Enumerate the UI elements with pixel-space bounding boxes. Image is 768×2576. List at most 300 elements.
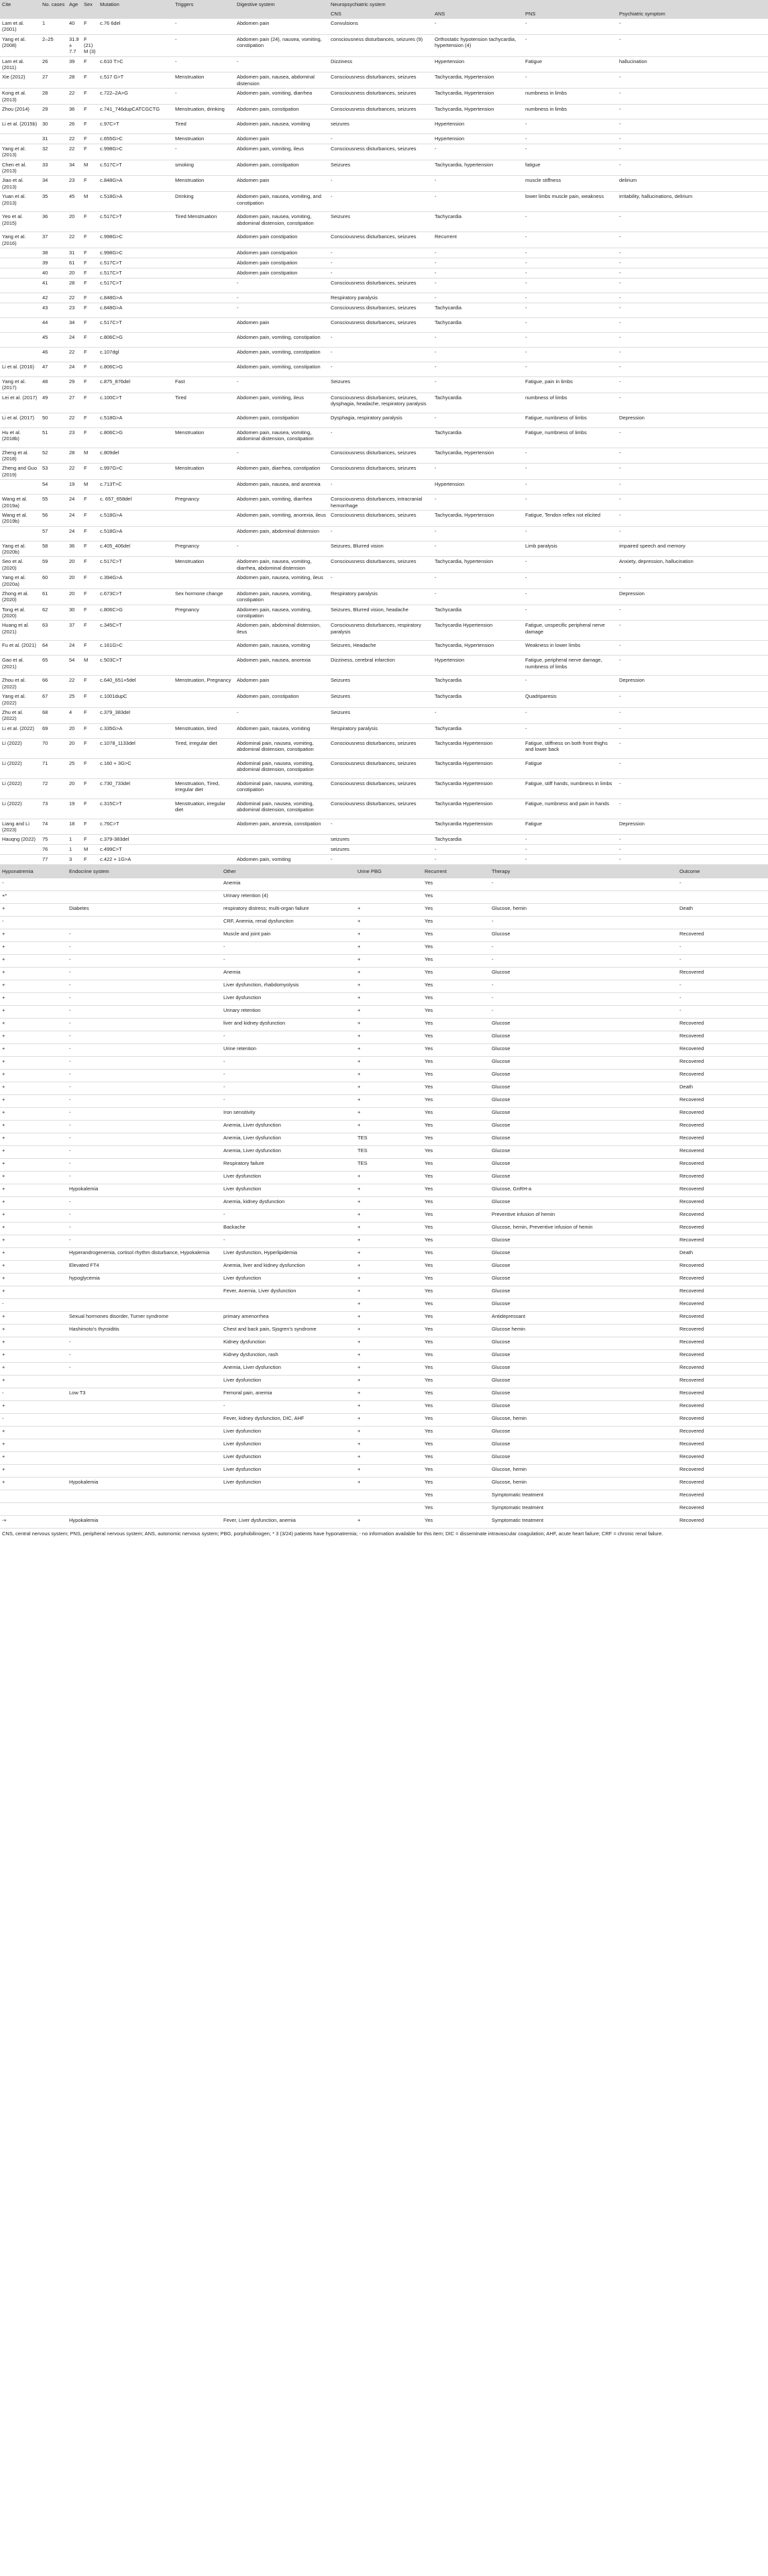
cell-sex: F bbox=[82, 723, 98, 738]
cell-endocrine bbox=[67, 1401, 221, 1414]
col-therapy: Therapy bbox=[490, 865, 677, 878]
cell-other: - bbox=[221, 1401, 355, 1414]
cell-outcome: Recovered bbox=[677, 1427, 768, 1439]
cell-endocrine: - bbox=[67, 1223, 221, 1235]
cell-age: 34 bbox=[67, 160, 82, 176]
cell-age: 61 bbox=[67, 258, 82, 268]
cell-psych: - bbox=[617, 723, 768, 738]
cell-ans: Tachycardia bbox=[433, 303, 523, 317]
cell-mutation: c.998G>C bbox=[98, 232, 173, 248]
cell-hyponatremia: + bbox=[0, 1197, 67, 1210]
cell-triggers: Menstruation bbox=[173, 427, 235, 448]
cell-outcome: - bbox=[677, 980, 768, 993]
cell-therapy: - bbox=[490, 955, 677, 968]
cell-cite: Jiao et al. (2013) bbox=[0, 176, 40, 192]
cell-mutation: c.345C>T bbox=[98, 621, 173, 641]
cell-recurrent: Yes bbox=[423, 942, 490, 955]
cell-urine-pbg: + bbox=[355, 929, 423, 942]
cell-recurrent: Yes bbox=[423, 1095, 490, 1108]
cell-outcome: Recovered bbox=[677, 1452, 768, 1465]
cell-recurrent: Yes bbox=[423, 1503, 490, 1516]
cell-pns: - bbox=[523, 723, 617, 738]
outcome-row bbox=[0, 980, 768, 993]
cell-sex: F bbox=[82, 573, 98, 589]
cell-triggers: - bbox=[173, 34, 235, 56]
cell-sex: F bbox=[82, 605, 98, 621]
cell-urine-pbg: TES bbox=[355, 1159, 423, 1172]
outcome-row bbox=[0, 1465, 768, 1478]
cell-mutation: c.517C>T bbox=[98, 258, 173, 268]
cell-mutation: c.998G>C bbox=[98, 248, 173, 258]
cell-no-cases: 27 bbox=[40, 72, 67, 89]
cell-therapy: Glucose bbox=[490, 1261, 677, 1274]
cell-no-cases: 62 bbox=[40, 605, 67, 621]
cell-therapy: Glucose bbox=[490, 1299, 677, 1312]
cell-endocrine: - bbox=[67, 1133, 221, 1146]
cell-other: Anemia, kidney dysfunction bbox=[221, 1197, 355, 1210]
cell-endocrine: Hypokalemia bbox=[67, 1184, 221, 1197]
cell-cns: Dizziness bbox=[329, 56, 433, 72]
cell-age: 25 bbox=[67, 692, 82, 708]
cell-sex: F bbox=[82, 692, 98, 708]
cell-triggers: Drinking bbox=[173, 192, 235, 212]
cell-age: 20 bbox=[67, 212, 82, 232]
cell-hyponatremia: + bbox=[0, 1274, 67, 1286]
cell-mutation: c.379-383del bbox=[98, 835, 173, 845]
cell-outcome: Recovered bbox=[677, 1133, 768, 1146]
cell-ans: Orthostatic hypotension tachycardia, hypertension (4) bbox=[433, 34, 523, 56]
cell-endocrine: - bbox=[67, 1044, 221, 1057]
outcome-row bbox=[0, 1274, 768, 1286]
cell-psych: - bbox=[617, 258, 768, 268]
cell-endocrine bbox=[67, 1465, 221, 1478]
cell-age: 1 bbox=[67, 835, 82, 845]
cell-therapy: Glucose bbox=[490, 1376, 677, 1388]
cell-pns: - bbox=[523, 448, 617, 464]
col-hyponatremia: Hyponatremia bbox=[0, 865, 67, 878]
outcome-row bbox=[0, 1503, 768, 1516]
cell-ans: Tachycardia bbox=[433, 835, 523, 845]
table-row bbox=[0, 134, 768, 144]
cell-urine-pbg: + bbox=[355, 1274, 423, 1286]
cell-pns: lower limbs muscle pain, weakness bbox=[523, 192, 617, 212]
col-sex: Sex bbox=[82, 0, 98, 19]
cell-outcome: Recovered bbox=[677, 1057, 768, 1070]
cell-cns: Respiratory paralysis bbox=[329, 293, 433, 303]
cell-outcome: Recovered bbox=[677, 1414, 768, 1427]
col-neuro-group: Neuropsychiatric system bbox=[329, 0, 768, 9]
cell-cns: Convulsions bbox=[329, 19, 433, 34]
outcome-row bbox=[0, 1235, 768, 1248]
table-row bbox=[0, 393, 768, 413]
cell-ans: - bbox=[433, 845, 523, 855]
cell-cite: Zhu et al. (2022) bbox=[0, 707, 40, 723]
cell-triggers: - bbox=[173, 56, 235, 72]
cell-pns: - bbox=[523, 480, 617, 495]
cell-cns: Seizures, Blurred vision, headache bbox=[329, 605, 433, 621]
cell-endocrine: Hyperandrogenemia, cortisol rhythm disturbance, Hypokalemia bbox=[67, 1248, 221, 1261]
cell-digestive: Abdomen pain bbox=[235, 676, 329, 692]
cell-sex: F bbox=[82, 676, 98, 692]
cell-urine-pbg bbox=[355, 1503, 423, 1516]
cell-cns: - bbox=[329, 573, 433, 589]
cell-cite: Li (2022) bbox=[0, 758, 40, 778]
cell-mutation: c.722–2A>G bbox=[98, 89, 173, 105]
cell-recurrent: Yes bbox=[423, 1478, 490, 1490]
cell-urine-pbg: + bbox=[355, 968, 423, 980]
cell-sex: F bbox=[82, 641, 98, 656]
cell-mutation: c.655G>C bbox=[98, 134, 173, 144]
table-row bbox=[0, 845, 768, 855]
cell-outcome: Recovered bbox=[677, 1503, 768, 1516]
cell-triggers bbox=[173, 413, 235, 427]
cell-recurrent: Yes bbox=[423, 980, 490, 993]
cell-urine-pbg: + bbox=[355, 1439, 423, 1452]
cell-hyponatremia: + bbox=[0, 1210, 67, 1223]
cell-digestive: Abdomen pain, vomiting, diarrhea bbox=[235, 89, 329, 105]
cell-recurrent: Yes bbox=[423, 1427, 490, 1439]
cell-mutation: c.610 T>C bbox=[98, 56, 173, 72]
table-row bbox=[0, 258, 768, 268]
cell-urine-pbg: + bbox=[355, 1108, 423, 1121]
cell-no-cases: 69 bbox=[40, 723, 67, 738]
cell-outcome: - bbox=[677, 993, 768, 1006]
cell-no-cases: 60 bbox=[40, 573, 67, 589]
cell-endocrine: - bbox=[67, 1210, 221, 1223]
cell-cns: - bbox=[329, 819, 433, 835]
cell-urine-pbg: + bbox=[355, 1401, 423, 1414]
cell-triggers bbox=[173, 510, 235, 526]
cell-psych: - bbox=[617, 464, 768, 480]
cell-mutation: c.806C>G bbox=[98, 605, 173, 621]
table-row bbox=[0, 541, 768, 557]
cell-urine-pbg: + bbox=[355, 1299, 423, 1312]
cell-psych: Depression bbox=[617, 413, 768, 427]
cell-psych: - bbox=[617, 845, 768, 855]
cell-mutation: c.713T>C bbox=[98, 480, 173, 495]
cell-cns: Consciousness disturbances, seizures bbox=[329, 448, 433, 464]
cell-urine-pbg: + bbox=[355, 1465, 423, 1478]
cell-ans: - bbox=[433, 176, 523, 192]
cell-therapy: Glucose bbox=[490, 1082, 677, 1095]
cell-other: Liver dysfunction bbox=[221, 1427, 355, 1439]
cell-triggers: Sex hormone change bbox=[173, 588, 235, 605]
cell-triggers: Menstruation, tired bbox=[173, 723, 235, 738]
cell-therapy: Glucose bbox=[490, 1197, 677, 1210]
cell-age: 26 bbox=[67, 119, 82, 134]
cell-cns: Respiratory paralysis bbox=[329, 723, 433, 738]
cell-age: 18 bbox=[67, 819, 82, 835]
cell-outcome: Recovered bbox=[677, 1197, 768, 1210]
outcome-row bbox=[0, 1350, 768, 1363]
cell-cite bbox=[0, 278, 40, 293]
cell-no-cases: 44 bbox=[40, 317, 67, 332]
cell-pns: numbness in limbs bbox=[523, 104, 617, 119]
cell-outcome: Recovered bbox=[677, 1325, 768, 1337]
cell-cite: Chen et al. (2013) bbox=[0, 160, 40, 176]
cell-cns: Seizures bbox=[329, 676, 433, 692]
cell-mutation: c.315C>T bbox=[98, 798, 173, 819]
cell-mutation: c.517C>T bbox=[98, 317, 173, 332]
cell-endocrine: - bbox=[67, 1350, 221, 1363]
cell-ans: - bbox=[433, 362, 523, 376]
cell-endocrine: - bbox=[67, 1108, 221, 1121]
cell-recurrent: Yes bbox=[423, 878, 490, 891]
cell-other: Anemia bbox=[221, 878, 355, 891]
cell-psych: - bbox=[617, 692, 768, 708]
cell-endocrine: - bbox=[67, 980, 221, 993]
cell-pns: Fatigue, peripheral nerve damage, numbness of limbs bbox=[523, 656, 617, 676]
cell-psych: - bbox=[617, 798, 768, 819]
table-row bbox=[0, 692, 768, 708]
cell-no-cases: 32 bbox=[40, 144, 67, 160]
cell-psych: - bbox=[617, 332, 768, 347]
cell-mutation: c.518G>A bbox=[98, 192, 173, 212]
cell-age: 28 bbox=[67, 72, 82, 89]
cell-digestive: Abdomen pain, constipation bbox=[235, 692, 329, 708]
cell-hyponatremia: + bbox=[0, 1465, 67, 1478]
cell-age: 20 bbox=[67, 778, 82, 798]
cell-mutation: c.379_383del bbox=[98, 707, 173, 723]
cell-sex: M bbox=[82, 845, 98, 855]
col-digestive: Digestive system bbox=[235, 0, 329, 19]
cell-outcome: Recovered bbox=[677, 1312, 768, 1325]
cell-urine-pbg: + bbox=[355, 1388, 423, 1401]
cell-cite: Yuan et al. (2013) bbox=[0, 192, 40, 212]
cell-cite: Yang et al. (2016) bbox=[0, 232, 40, 248]
cell-sex: F bbox=[82, 119, 98, 134]
cell-sex: F bbox=[82, 526, 98, 541]
cell-pns: - bbox=[523, 557, 617, 573]
cell-digestive: Abdomen pain constipation bbox=[235, 248, 329, 258]
cell-other: Liver dysfunction bbox=[221, 1465, 355, 1478]
cell-mutation: c.848G>A bbox=[98, 176, 173, 192]
cell-hyponatremia: + bbox=[0, 1082, 67, 1095]
cell-cite bbox=[0, 248, 40, 258]
outcome-table bbox=[0, 865, 768, 1529]
cell-therapy: Antidepressant bbox=[490, 1312, 677, 1325]
table-row bbox=[0, 56, 768, 72]
cell-no-cases: 50 bbox=[40, 413, 67, 427]
cell-other: Kidney dysfunction bbox=[221, 1337, 355, 1350]
cell-cns: Seizures bbox=[329, 160, 433, 176]
table-row bbox=[0, 160, 768, 176]
cell-pns: Fatigue bbox=[523, 758, 617, 778]
cell-triggers bbox=[173, 248, 235, 258]
cell-mutation: c.161G>C bbox=[98, 641, 173, 656]
cell-psych: - bbox=[617, 34, 768, 56]
cell-cns: - bbox=[329, 480, 433, 495]
cell-mutation: c.1078_1133del bbox=[98, 738, 173, 758]
cell-other: Kidney dysfunction, rash bbox=[221, 1350, 355, 1363]
cell-sex: F bbox=[82, 56, 98, 72]
outcome-row bbox=[0, 1095, 768, 1108]
cell-cns: Consciousness disturbances, seizures bbox=[329, 303, 433, 317]
cell-outcome: Recovered bbox=[677, 1146, 768, 1159]
cell-no-cases: 74 bbox=[40, 819, 67, 835]
cell-no-cases: 41 bbox=[40, 278, 67, 293]
cell-digestive: Abdomen pain, nausea, vomiting bbox=[235, 119, 329, 134]
cell-age: 40 bbox=[67, 19, 82, 34]
cell-cite: Liang and Li (2023) bbox=[0, 819, 40, 835]
cell-therapy: - bbox=[490, 980, 677, 993]
cell-sex: F bbox=[82, 303, 98, 317]
col-cns: CNS bbox=[329, 9, 433, 18]
cell-hyponatremia: + bbox=[0, 1095, 67, 1108]
cell-ans: - bbox=[433, 248, 523, 258]
cell-cite: Yang et al. (2020a) bbox=[0, 573, 40, 589]
cell-therapy: Glucose bbox=[490, 1401, 677, 1414]
cell-sex: F bbox=[82, 835, 98, 845]
cell-urine-pbg: + bbox=[355, 1337, 423, 1350]
cell-ans: - bbox=[433, 573, 523, 589]
cell-no-cases: 72 bbox=[40, 778, 67, 798]
cell-ans: - bbox=[433, 293, 523, 303]
cell-cns: Consciousness disturbances, seizures bbox=[329, 464, 433, 480]
cell-digestive: Abdomen pain bbox=[235, 19, 329, 34]
cell-outcome: Recovered bbox=[677, 1108, 768, 1121]
outcome-row bbox=[0, 1490, 768, 1503]
cell-urine-pbg: + bbox=[355, 1082, 423, 1095]
cell-ans: Tachycardia, Hypertension bbox=[433, 104, 523, 119]
cell-therapy: Glucose bbox=[490, 1146, 677, 1159]
cell-cns: seizures bbox=[329, 845, 433, 855]
cell-ans: - bbox=[433, 707, 523, 723]
cell-age: 22 bbox=[67, 232, 82, 248]
cell-ans: Tachycardia bbox=[433, 676, 523, 692]
cell-mutation: c.160 + 3G>C bbox=[98, 758, 173, 778]
cell-digestive: Abdomen pain, nausea, vomiting, constipation bbox=[235, 588, 329, 605]
outcome-row bbox=[0, 917, 768, 929]
cell-age: 1 bbox=[67, 845, 82, 855]
cell-pns: - bbox=[523, 676, 617, 692]
cell-ans: Tachycardia, hypertension bbox=[433, 557, 523, 573]
cell-cite: Hu et al. (2018b) bbox=[0, 427, 40, 448]
cell-outcome bbox=[677, 917, 768, 929]
cell-endocrine: - bbox=[67, 1337, 221, 1350]
cell-sex: F bbox=[82, 232, 98, 248]
cell-no-cases: 71 bbox=[40, 758, 67, 778]
cell-ans: - bbox=[433, 258, 523, 268]
cell-outcome: Recovered bbox=[677, 1121, 768, 1133]
cell-psych: - bbox=[617, 89, 768, 105]
cell-age: 31.9 ± 7.7 bbox=[67, 34, 82, 56]
cell-pns: - bbox=[523, 119, 617, 134]
col-ans: ANS bbox=[433, 9, 523, 18]
cell-outcome bbox=[677, 891, 768, 904]
cell-cite: Li (2022) bbox=[0, 798, 40, 819]
cell-no-cases: 43 bbox=[40, 303, 67, 317]
cell-mutation bbox=[98, 34, 173, 56]
cell-digestive: Abdomen pain, nausea, vomiting, ileus bbox=[235, 573, 329, 589]
cell-sex: F bbox=[82, 376, 98, 393]
cell-cite bbox=[0, 134, 40, 144]
cell-triggers bbox=[173, 232, 235, 248]
outcome-row bbox=[0, 1248, 768, 1261]
cell-digestive: Abdomen pain, vomiting bbox=[235, 855, 329, 865]
cell-endocrine: - bbox=[67, 1031, 221, 1044]
cell-pns: - bbox=[523, 232, 617, 248]
cell-recurrent: Yes bbox=[423, 1031, 490, 1044]
cell-urine-pbg: + bbox=[355, 917, 423, 929]
cell-cite: Yeo et al. (2015) bbox=[0, 212, 40, 232]
cell-no-cases: 49 bbox=[40, 393, 67, 413]
cell-ans: Tachycardia Hypertension bbox=[433, 738, 523, 758]
table-row bbox=[0, 144, 768, 160]
cell-hyponatremia: + bbox=[0, 1376, 67, 1388]
cell-pns: - bbox=[523, 258, 617, 268]
cell-cite: Lei et al. (2017) bbox=[0, 393, 40, 413]
case-table bbox=[0, 0, 768, 865]
cell-hyponatremia: + bbox=[0, 1159, 67, 1172]
cell-pns: numbness of limbs bbox=[523, 393, 617, 413]
outcome-row bbox=[0, 1388, 768, 1401]
cell-cite: Yang et al. (2020b) bbox=[0, 541, 40, 557]
outcome-row bbox=[0, 1376, 768, 1388]
cell-age: 20 bbox=[67, 573, 82, 589]
cell-no-cases: 37 bbox=[40, 232, 67, 248]
cell-pns: Fatigue bbox=[523, 819, 617, 835]
cell-cns: Consciousness disturbances, seizures bbox=[329, 778, 433, 798]
cell-ans: Recurrent bbox=[433, 232, 523, 248]
cell-pns: Fatigue, stiff hands, numbness in limbs bbox=[523, 778, 617, 798]
cell-no-cases: 48 bbox=[40, 376, 67, 393]
cell-recurrent: Yes bbox=[423, 955, 490, 968]
cell-cite: Li et al. (2016) bbox=[0, 362, 40, 376]
table-row bbox=[0, 104, 768, 119]
cell-other: Anemia, liver and kidney dysfunction bbox=[221, 1261, 355, 1274]
cell-cite: Kong et al. (2013) bbox=[0, 89, 40, 105]
cell-urine-pbg: + bbox=[355, 1223, 423, 1235]
cell-hyponatremia: - bbox=[0, 1388, 67, 1401]
cell-no-cases: 67 bbox=[40, 692, 67, 708]
cell-hyponatremia: + bbox=[0, 1006, 67, 1019]
cell-pns: Fatigue, pain in limbs bbox=[523, 376, 617, 393]
cell-cite bbox=[0, 347, 40, 362]
cell-therapy: Preventive infusion of hemin bbox=[490, 1210, 677, 1223]
cell-cite: Seo et al. (2020) bbox=[0, 557, 40, 573]
outcome-row bbox=[0, 1363, 768, 1376]
cell-pns: fatigue bbox=[523, 160, 617, 176]
cell-no-cases: 34 bbox=[40, 176, 67, 192]
cell-psych: - bbox=[617, 19, 768, 34]
cell-no-cases: 46 bbox=[40, 347, 67, 362]
cell-triggers: Pregnancy bbox=[173, 605, 235, 621]
cell-cns: - bbox=[329, 268, 433, 278]
cell-ans: Tachycardia Hypertension bbox=[433, 819, 523, 835]
cell-sex: F bbox=[82, 347, 98, 362]
cell-sex: F bbox=[82, 738, 98, 758]
outcome-row bbox=[0, 1044, 768, 1057]
cell-cns: Consciousness disturbances, seizures bbox=[329, 104, 433, 119]
cell-sex: F bbox=[82, 278, 98, 293]
cell-other: Fever, Anemia, Liver dysfunction bbox=[221, 1286, 355, 1299]
cell-triggers bbox=[173, 707, 235, 723]
outcome-row bbox=[0, 929, 768, 942]
cell-cite: Li et al. (2017) bbox=[0, 413, 40, 427]
cell-pns: - bbox=[523, 605, 617, 621]
cell-urine-pbg: + bbox=[355, 980, 423, 993]
cell-mutation: c.517C>T bbox=[98, 212, 173, 232]
cell-pns: - bbox=[523, 707, 617, 723]
cell-cns: Consciousness disturbances, seizures bbox=[329, 510, 433, 526]
cell-urine-pbg bbox=[355, 891, 423, 904]
cell-psych: - bbox=[617, 160, 768, 176]
cell-triggers: Tired, irregular diet bbox=[173, 738, 235, 758]
cell-therapy: Glucose bbox=[490, 1044, 677, 1057]
cell-outcome: - bbox=[677, 1006, 768, 1019]
cell-pns: Fatigue bbox=[523, 56, 617, 72]
